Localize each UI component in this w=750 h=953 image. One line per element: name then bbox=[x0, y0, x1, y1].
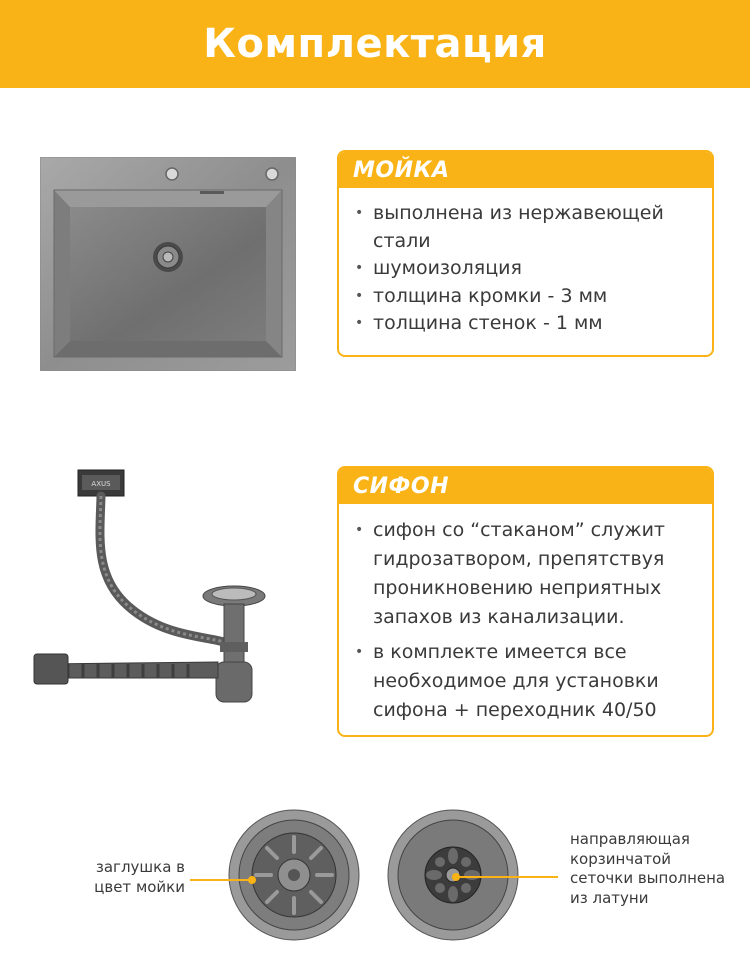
sink-feature: • выполнена из нержавеющей стали bbox=[353, 200, 696, 255]
sink-image bbox=[40, 157, 296, 371]
sink-info-panel bbox=[337, 150, 714, 357]
siphon-image bbox=[28, 466, 303, 716]
sink-feature-list bbox=[339, 188, 712, 350]
siphon-feature-list bbox=[339, 504, 712, 737]
plug-callout: заглушка в цвет мойки bbox=[94, 858, 185, 896]
strainer-callout-dot bbox=[452, 873, 460, 881]
sink-feature: • толщина кромки - 3 мм bbox=[353, 283, 696, 311]
plug-callout-line bbox=[190, 879, 250, 881]
siphon-feature: • сифон со “стаканом” служит гидрозатвором, препятствуя проникновению неприятных запахов из канализации. bbox=[353, 516, 696, 632]
sink-feature: • толщина стенок - 1 мм bbox=[353, 310, 696, 338]
sink-feature: • шумоизоляция bbox=[353, 255, 696, 283]
plug-callout-dot bbox=[248, 876, 256, 884]
sink-tag: МОЙКА bbox=[339, 152, 712, 188]
header-banner bbox=[0, 0, 750, 88]
page-title: Комплектация bbox=[203, 21, 547, 67]
svg-text:AXUS: AXUS bbox=[91, 480, 111, 488]
strainer-callout: направляющая корзинчатой сеточки выполнена из латуни bbox=[570, 830, 726, 907]
strainer-callout-line bbox=[458, 876, 558, 878]
siphon-feature: • в комплекте имеется все необходимое для установки сифона + переходник 40/50 bbox=[353, 638, 696, 725]
siphon-tag: СИФОН bbox=[339, 468, 712, 504]
siphon-info-panel bbox=[337, 466, 714, 737]
drain-plug-image bbox=[227, 808, 361, 942]
